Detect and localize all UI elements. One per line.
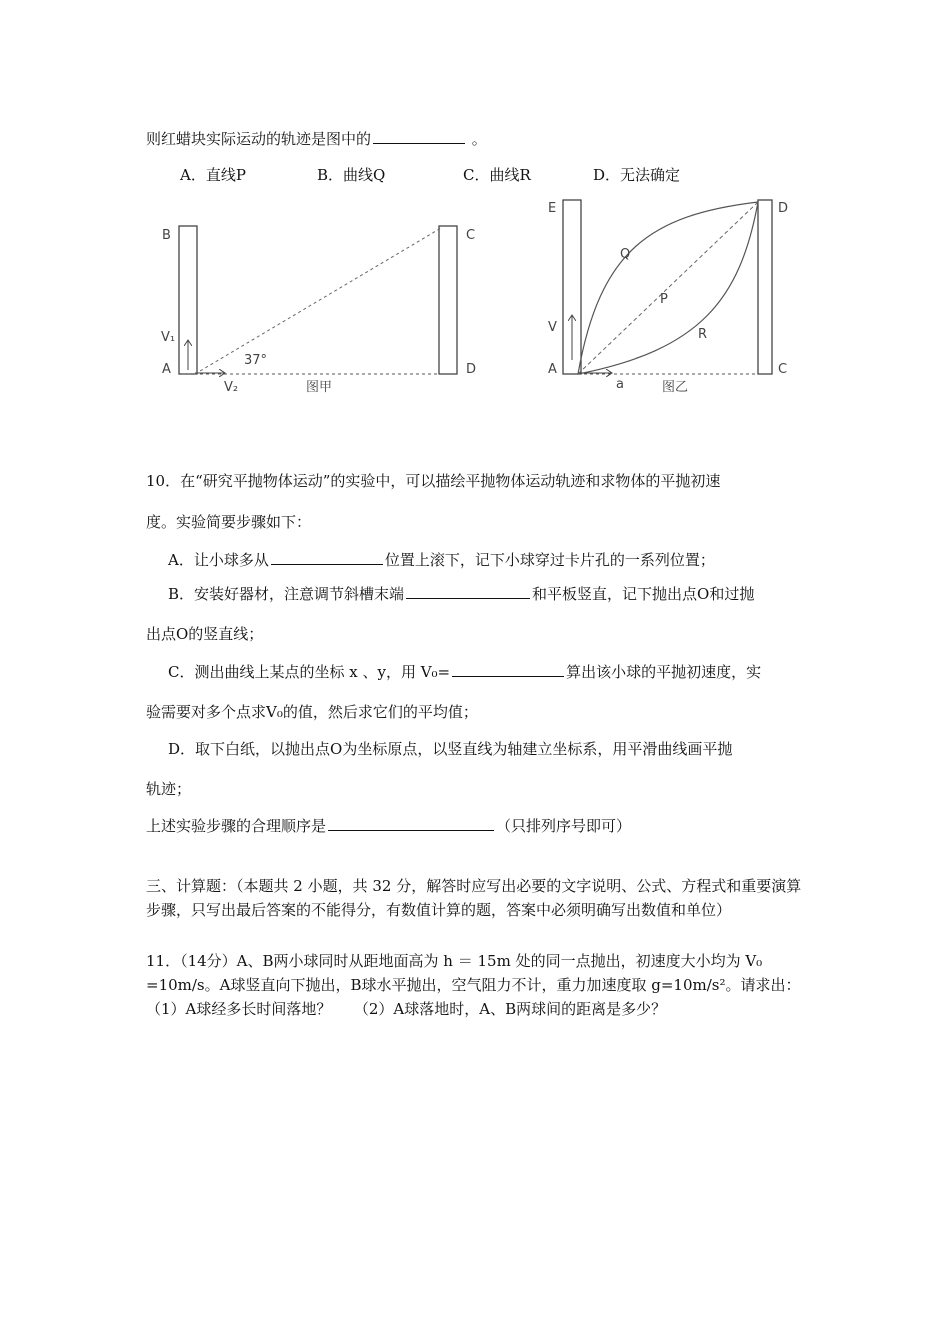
q10-title: 10．在“研究平抛物体运动”的实验中，可以描绘平抛物体运动轨迹和求物体的平抛初速 (146, 472, 721, 490)
figure-yi (548, 200, 788, 395)
q10-step-c (168, 661, 761, 682)
q10-step-d-cont: 轨迹； (146, 780, 192, 798)
caption-yi: 图乙 (662, 380, 689, 395)
q9-option-d: D．无法确定 (593, 166, 681, 184)
q10-step-d: D．取下白纸，以抛出点O为坐标原点，以竖直线为轴建立坐标系，用平滑曲线画平抛 (168, 740, 733, 758)
figure-jia (161, 226, 476, 395)
label-b: B (162, 228, 171, 243)
tube-right-yi (758, 200, 772, 374)
q10-step-c-pre: C．测出曲线上某点的坐标 x 、y，用 V₀= (168, 663, 451, 681)
q9-option-a: A．直线P (180, 166, 246, 184)
diagonal-path-jia (195, 228, 441, 374)
label-c: C (466, 228, 476, 243)
q9-stem-suffix: 。 (471, 130, 487, 148)
q10-order-post: （只排列序号即可） (496, 817, 632, 835)
q11-text: 11．（14分）A、B两小球同时从距地面高为 h ＝ 15m 处的同一点抛出，初速度大小均为 V₀ =10m/s。A球竖直向下抛出，B球水平抛出，空气阻力不计，重力加速度取 g=10m/s²。请求出：（1）A球经多长时间落地？ （2）A球落地时，A、B两球间的距离是多少？ (146, 952, 801, 1018)
label-v2: V₂ (224, 380, 239, 395)
caption-jia: 图甲 (306, 380, 333, 395)
label-e: E (548, 201, 557, 216)
q10-blank-order[interactable] (328, 816, 494, 831)
label-v-yi: V (548, 320, 557, 335)
label-d: D (466, 362, 477, 377)
label-p: P (660, 292, 668, 307)
label-c-yi: C (778, 362, 788, 377)
label-a: A (162, 362, 171, 377)
q10-blank-formula[interactable] (452, 662, 564, 677)
section3-heading: 三、计算题：（本题共 2 小题，共 32 分，解答时应写出必要的文字说明、公式、方程式和重要演算步骤，只写出最后答案的不能得分，有数值计算的题，答案中必须明确写出数值和单位） (146, 877, 802, 919)
q10-step-c-post: 算出该小球的平抛初速度，实 (566, 663, 762, 681)
q9-option-c: C．曲线R (463, 166, 531, 184)
label-a-yi: A (548, 362, 557, 377)
q10-blank-position[interactable] (271, 550, 383, 565)
q10-step-a (168, 549, 715, 570)
q10-step-b (168, 583, 754, 604)
label-r: R (698, 327, 708, 342)
q10-order (146, 815, 631, 836)
q10-step-c-cont: 验需要对多个点求V₀的值，然后求它们的平均值； (146, 703, 478, 721)
label-d-yi: D (778, 201, 789, 216)
q10-order-pre: 上述实验步骤的合理顺序是 (146, 817, 327, 835)
q9-stem-prefix: 则红蜡块实际运动的轨迹是图中的 (146, 130, 372, 148)
q10-title-cont: 度。实验简要步骤如下： (146, 513, 312, 531)
tube-right-jia (439, 226, 457, 374)
q9-option-b: B．曲线Q (317, 166, 386, 184)
label-a-accel: a (616, 377, 624, 392)
q10-step-b-post: 和平板竖直，记下抛出点O和过抛 (532, 585, 755, 603)
q10-blank-horizontal[interactable] (406, 584, 530, 599)
q9-figures (0, 0, 950, 420)
label-v1: V₁ (161, 330, 176, 345)
q10-step-b-pre: B．安装好器材，注意调节斜槽末端 (168, 585, 405, 603)
label-q: Q (620, 247, 631, 262)
q10-step-a-post: 位置上滚下，记下小球穿过卡片孔的一系列位置； (384, 551, 715, 569)
label-angle: 37° (244, 353, 268, 368)
q10-step-a-pre: A．让小球多从 (168, 551, 269, 569)
q10-step-b-cont: 出点O的竖直线； (146, 625, 264, 643)
